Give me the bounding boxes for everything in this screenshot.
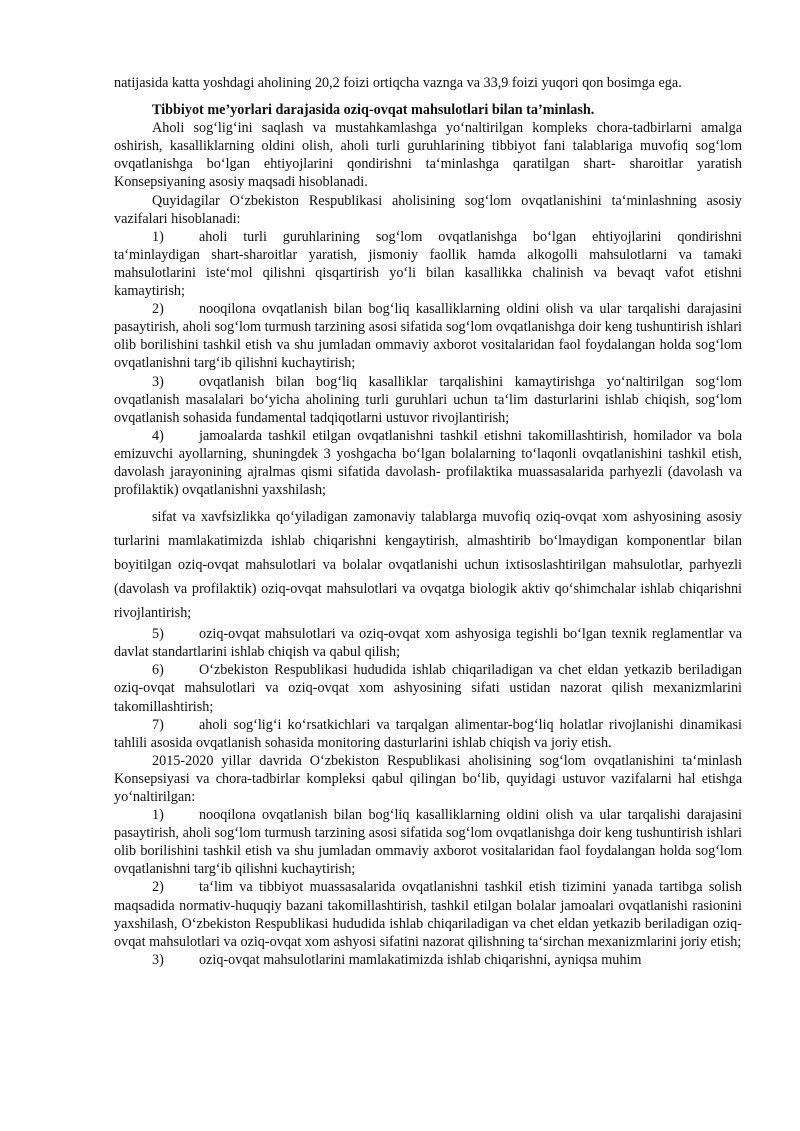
- paragraph-quality: sifat va xavfsizlikka qo‘yiladigan zamonaviy talablarga muvofiq oziq-ovqat xom ashyosining asosiy turlarini mamlakatimizda ishlab chiqarishni kengaytirish, almashtirib bo‘lmaydigan komponentlar bilan boyitilgan oziq-ovqat mahsulotlari va bolalar ovqatlanishi uchun ixtisoslashtirilgan mahsulotlar, parhyezli (davolash va profilaktik) oziq-ovqat mahsulotlari va ovqatga biologik aktiv qo‘shimchalar ishlab chiqarishni rivojlantirish;: [114, 509, 742, 622]
- paragraph-intro: natijasida katta yoshdagi aholining 20,2 foizi ortiqcha vaznga va 33,9 foizi yuqori qon bosimga ega.: [114, 75, 682, 91]
- list-number: 1): [152, 228, 164, 245]
- list-item: [114, 806, 742, 878]
- list-number: 2): [152, 301, 164, 318]
- list-item-text: ta‘lim va tibbiyot muassasalarida ovqatlanishni tashkil etish tizimini yanada tartibga solish maqsadida normativ-huquqiy bazani takomillashtirish, tashkil etilgan bolalar jamoalari ovqatlanishi rasionini yaxshilash, O‘zbekiston Respublikasi hududida ishlab chiqariladigan va chet eldan yetkazib beriladigan oziq-ovqat mahsulotlari va oziq-ovqat xom ashyosi sifatini nazorat qilishning ta‘sirchan mexanizmlarini joriy etish;: [114, 879, 742, 950]
- list-number: 3): [152, 951, 164, 968]
- list-item: [114, 300, 742, 372]
- list-item: [114, 373, 742, 427]
- list-item-text: aholi sog‘lig‘i ko‘rsatkichlari va tarqalgan alimentar-bog‘liq holatlar rivojlanishi dinamikasi tahlili asosida ovqatlanish sohasida monitoring dasturlarini ishlab chiqish va joriy etish.: [114, 716, 742, 751]
- list-item: [114, 878, 742, 950]
- paragraph-tasks-intro: Quyidagilar O‘zbekiston Respublikasi aholisining sog‘lom ovqatlanishini ta‘minlashning asosiy vazifalari hisoblanadi:: [114, 192, 742, 227]
- list-item-text: nooqilona ovqatlanish bilan bog‘liq kasalliklarning oldini olish va ular tarqalishi darajasini pasaytirish, aholi sog‘lom turmush tarzining asosi sifatida sog‘lom ovqatlanishga doir keng tushuntirish ishlari olib borilishini tashkil etish va shu jumladan ommaviy axborot vositalaridan faol foydalangan holda sog‘lom ovqatlanishni targ‘ib qilishni kuchaytirish;: [114, 807, 742, 878]
- list-item-text: oziq-ovqat mahsulotlari va oziq-ovqat xom ashyosiga tegishli bo‘lgan texnik reglamentlar va davlat standartlarini ishlab chiqish va qabul qilish;: [114, 626, 742, 661]
- list-item: [114, 661, 742, 715]
- list-item-text: oziq-ovqat mahsulotlarini mamlakatimizda ishlab chiqarishni, ayniqsa muhim: [199, 951, 642, 968]
- paragraph-goal: Aholi sog‘lig‘ini saqlash va mustahkamlashga yo‘naltirilgan kompleks chora-tadbirlarni amalga oshirish, kasalliklarning oldini olish, aholi turli guruhlarining tibbiyot fani talablariga muvofiq sog‘lom ovqatlanishga bo‘lgan ehtiyojlarini qondirishni ta‘minlashga qaratilgan shart- sharoitlar yaratish Konsepsiyaning asosiy maqsadi hisoblanadi.: [114, 120, 742, 191]
- list-item: [114, 228, 742, 300]
- list-item-text: O‘zbekiston Respublikasi hududida ishlab chiqariladigan va chet eldan yetkazib beriladigan oziq-ovqat mahsulotlari va oziq-ovqat xom ashyosining sifati ustidan nazorat qilish mexanizmlarini takomillashtirish;: [114, 662, 742, 715]
- section-heading: Tibbiyot me’yorlari darajasida oziq-ovqat mahsulotlari bilan ta’minlash.: [152, 102, 595, 119]
- document-page: [114, 74, 742, 969]
- list-number: 3): [152, 373, 164, 390]
- list-number: 2): [152, 879, 164, 896]
- list-number: 1): [152, 807, 164, 824]
- list-number: 7): [152, 716, 164, 733]
- list-item: [114, 625, 742, 661]
- list-item: [114, 951, 742, 969]
- list-item-text: aholi turli guruhlarining sog‘lom ovqatlanishga bo‘lgan ehtiyojlarini qondirishni ta‘minlaydigan shart-sharoitlar yaratish, jismoniy faollik hamda alkogolli mahsulotlarni va tamaki mahsulotlarini iste‘mol qilishni qisqartirish yo‘li bilan kasallikka chalinish va bevaqt vafot etishni kamaytirish;: [114, 228, 742, 300]
- list-item: [114, 716, 742, 752]
- list-item-text: nooqilona ovqatlanish bilan bog‘liq kasalliklarning oldini olish va ular tarqalishi darajasini pasaytirish, aholi sog‘lom turmush tarzining asosi sifatida sog‘lom ovqatlanishga doir keng tushuntirish ishlari olib borilishini tashkil etish va shu jumladan ommaviy axborot vositalaridan faol foydalangan holda sog‘lom ovqatlanishni targ‘ib qilishni kuchaytirish;: [114, 301, 742, 372]
- list-item-text: ovqatlanish bilan bog‘liq kasalliklar tarqalishini kamaytirishga yo‘naltirilgan sog‘lom ovqatlanish masalalari bo‘yicha aholining turli guruhlari uchun ta‘lim dasturlarini ishlab chiqish, sog‘lom ovqatlanish sohasida fundamental tadqiqotlarni ustuvor rivojlantirish;: [114, 373, 742, 426]
- list-number: 5): [152, 626, 164, 643]
- list-item-text: jamoalarda tashkil etilgan ovqatlanishni tashkil etishni takomillashtirish, homilador va bola emizuvchi ayollarning, shuningdek 3 yoshgacha bo‘lgan bolalarning to‘laqonli ovqatlanishini tashkil etish, davolash jarayonining ajralmas qismi sifatida davolash- profilaktika muassasalarida parhyezli (davolash va profilaktik) ovqatlanishni yaxshilash;: [114, 427, 742, 499]
- list-item: [114, 427, 742, 499]
- paragraph-concept-2015: 2015-2020 yillar davrida O‘zbekiston Respublikasi aholisining sog‘lom ovqatlanishini ta‘minlash Konsepsiyasi va chora-tadbirlar kompleksi qabul qilingan bo‘lib, quyidagi ustuvor vazifalarni hal etishga yo‘naltirilgan:: [114, 752, 742, 805]
- list-number: 6): [152, 662, 164, 679]
- list-number: 4): [152, 427, 164, 444]
